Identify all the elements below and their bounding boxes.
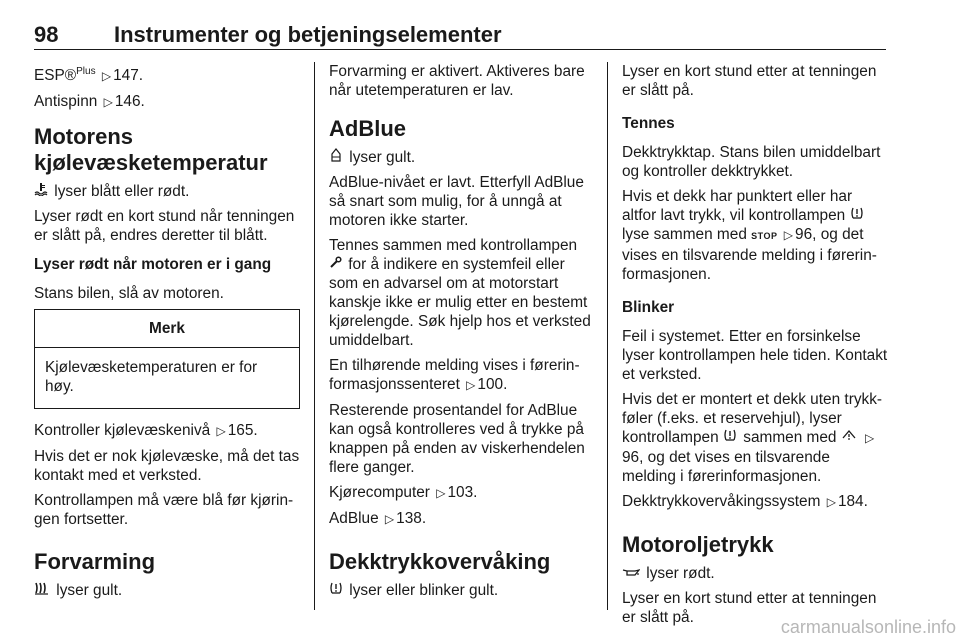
preheating-coil-icon bbox=[34, 581, 50, 600]
tyre-pressure-icon bbox=[723, 428, 737, 447]
oil-can-icon bbox=[622, 564, 640, 583]
flat-tyre-icon bbox=[841, 428, 857, 447]
note-box bbox=[34, 309, 300, 409]
message-page-link[interactable]: 100. bbox=[477, 376, 508, 393]
oil-line: lyser rødt. bbox=[622, 564, 888, 583]
adblue-reference: AdBlue ▷ 138. bbox=[329, 510, 427, 527]
tyre-pressure-icon bbox=[850, 206, 864, 225]
adblue-icon bbox=[329, 148, 343, 167]
page-number: 98 bbox=[34, 22, 59, 47]
page-ref-icon: ▷ bbox=[826, 495, 836, 509]
message-reference: En tilhørende melding vises i førerinformasjonssenteret ▷ 100. bbox=[329, 357, 580, 393]
adblue-low-text: AdBlue-nivået er lavt. Etterfyll AdBlue så snart som mulig, for å unngå at motoren ikke starter. bbox=[329, 174, 584, 229]
column-2 bbox=[329, 62, 595, 606]
coolant-description: Lyser rødt en kort stund når tenningen er slått på, endres deretter til blått. bbox=[34, 208, 295, 245]
column-divider bbox=[607, 62, 608, 610]
note-title: Merk bbox=[35, 310, 299, 348]
lit-heading: Tennes bbox=[622, 115, 675, 132]
coolant-line: lyser blått eller rødt. bbox=[34, 182, 300, 201]
page-ref-icon: ▷ bbox=[783, 228, 794, 242]
page-ref-icon: ▷ bbox=[436, 486, 446, 500]
tpms-line: lyser eller blinker gult. bbox=[329, 581, 595, 600]
blue-before-text: Kontrollampen må være blå før kjøringen fortsetter. bbox=[34, 492, 294, 529]
flash-description-1: Feil i systemet. Etter en forsinkelse lyser kontrollampen hele tiden. Kontakt et verksted. bbox=[622, 328, 888, 383]
note-body: Kjølevæsketemperaturen er for høy. bbox=[45, 359, 258, 396]
page-ref-icon: ▷ bbox=[865, 431, 875, 445]
oil-description: Lyser en kort stund etter at tenningen er slått på. bbox=[622, 590, 877, 626]
adblue-heading: AdBlue bbox=[329, 116, 406, 141]
red-running-description: Stans bilen, slå av motoren. bbox=[34, 285, 224, 303]
page-ref-icon: ▷ bbox=[101, 69, 112, 84]
remaining-text: Resterende prosentandel for AdBlue kan også kontrolleres ved å trykke på knappen på enden av viskerhendelen flere ganger. bbox=[329, 402, 585, 476]
lit-description-2: Hvis et dekk har punktert eller har altfor lavt trykk, vil kontrollampen lyse sammen med STOP ▷ 96, og det vises en tilsvarende melding i førerinformasjonen. bbox=[622, 188, 877, 283]
trip-computer-reference: Kjørecomputer ▷ 103. bbox=[329, 484, 478, 501]
lit-description-1: Dekktrykktap. Stans bilen umiddelbart og kontroller dekktrykket. bbox=[622, 144, 881, 180]
tpms-heading: Dekktrykkovervåking bbox=[329, 549, 551, 574]
wrench-icon bbox=[329, 255, 342, 274]
tyre-pressure-icon bbox=[329, 581, 343, 600]
page-ref-icon: ▷ bbox=[384, 512, 395, 526]
check-level-reference: Kontroller kjølevæskenivå ▷ 165. bbox=[34, 422, 258, 440]
red-running-heading: Lyser rødt når motoren er i gang bbox=[34, 256, 272, 274]
esp-reference: ESP®$^{Plus}$ ▷ 147. bbox=[34, 66, 144, 85]
page-ref-icon: ▷ bbox=[216, 424, 226, 439]
enough-coolant-text: Hvis det er nok kjølevæske, må det tas kontakt med et verksted. bbox=[34, 448, 300, 485]
page-title: Instrumenter og betjeningselementer bbox=[114, 22, 502, 47]
antispin-reference: Antispinn ▷ 146. bbox=[34, 93, 145, 111]
preheat-heading: Forvarming bbox=[34, 549, 156, 575]
antispin-page-link[interactable]: 146. bbox=[114, 93, 145, 111]
page-ref-icon: ▷ bbox=[466, 378, 476, 392]
tpms-continuation: Lyser en kort stund etter at tenningen er slått på. bbox=[622, 63, 877, 99]
page-ref-icon: ▷ bbox=[103, 95, 113, 110]
lit-page-link[interactable]: 96, og det vises en tilsvarende melding i førerinformasjonen. bbox=[622, 226, 877, 283]
stop-icon: STOP bbox=[751, 231, 778, 241]
tpms-system-page-link[interactable]: 184. bbox=[837, 493, 868, 510]
trip-page-link[interactable]: 103. bbox=[447, 484, 478, 501]
preheat-continuation: Forvarming er aktivert. Aktiveres bare når utetemperaturen er lav. bbox=[329, 63, 585, 99]
flash-description-2: Hvis det er montert et dekk uten trykkføler (f.eks. et reservehjul), lyser kontrollampen sammen med ▷96, og det vises en tilsvarende melding i førerinformasjonen. bbox=[622, 391, 883, 485]
coolant-heading: Motorens kjølevæsketemperatur bbox=[34, 124, 268, 176]
adblue-page-link[interactable]: 138. bbox=[396, 510, 427, 527]
flash-page-link[interactable]: 96, og det vises en tilsvarende melding i førerinformasjonen. bbox=[622, 449, 830, 485]
flash-heading: Blinker bbox=[622, 299, 675, 316]
lit-with-text: Tennes sammen med kontrollampen for å indikere en systemfeil eller som en advarsel om at motorstart kanskje ikke er mulig etter en bestemt kjørelengde. Søk hjelp hos et verksted umiddelbart. bbox=[329, 237, 591, 349]
column-1 bbox=[34, 62, 300, 606]
tpms-system-reference: Dekktrykkovervåkingssystem ▷ 184. bbox=[622, 493, 868, 510]
coolant-temperature-icon bbox=[34, 182, 48, 201]
column-divider bbox=[314, 62, 315, 610]
oil-heading: Motoroljetrykk bbox=[622, 532, 774, 557]
preheat-line: lyser gult. bbox=[34, 581, 300, 600]
page-header bbox=[34, 0, 886, 50]
adblue-line: lyser gult. bbox=[329, 148, 595, 167]
watermark: carmanualsonline.info bbox=[780, 617, 956, 637]
check-level-page-link[interactable]: 165. bbox=[227, 422, 258, 440]
column-3 bbox=[622, 62, 888, 633]
esp-page-link[interactable]: 147. bbox=[113, 67, 144, 85]
